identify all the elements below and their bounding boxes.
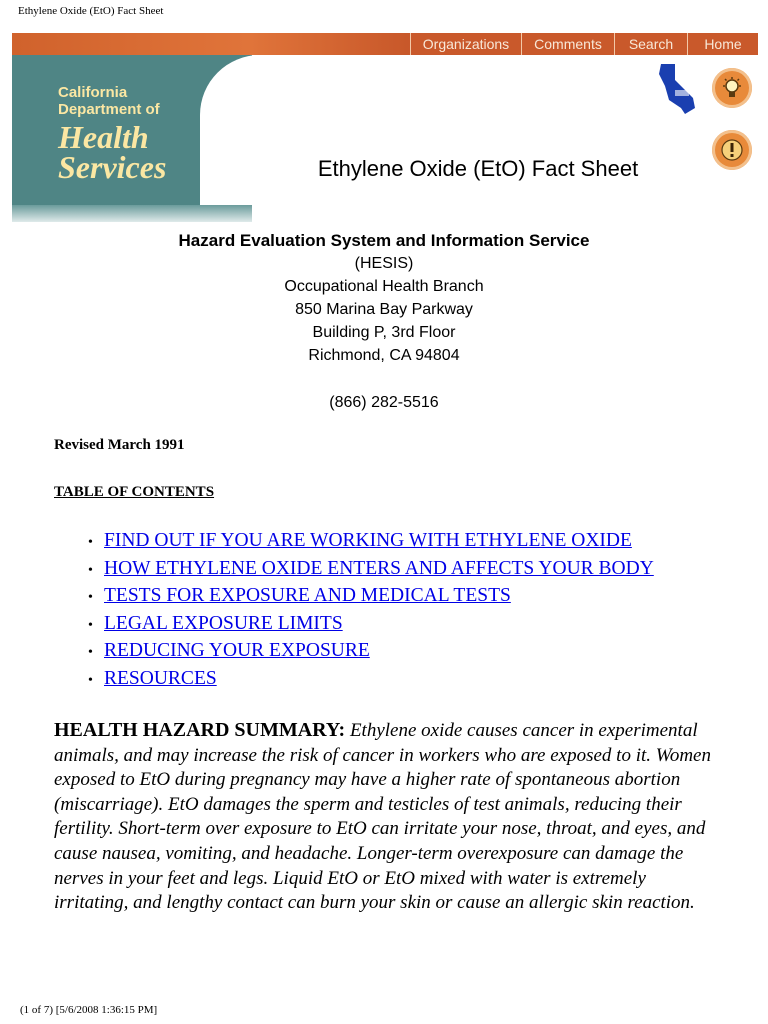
org-abbreviation: (HESIS) [354,255,414,272]
org-phone: (866) 282-5516 [329,394,439,411]
lightbulb-icon[interactable] [712,68,752,108]
list-item: • LEGAL EXPOSURE LIMITS [88,612,343,634]
org-name: Hazard Evaluation System and Information Service [178,231,590,250]
logo-fade-decoration [12,205,252,222]
toc-link-reducing[interactable]: REDUCING YOUR EXPOSURE [104,640,370,662]
table-of-contents [88,529,654,695]
page-title: Ethylene Oxide (EtO) Fact Sheet [317,156,639,181]
logo-line-health: Health [58,119,149,155]
list-item: • TESTS FOR EXPOSURE AND MEDICAL TESTS [88,585,511,607]
logo-text-top [58,84,160,118]
logo-curve-decoration [200,55,272,222]
list-item: • HOW ETHYLENE OXIDE ENTERS AND AFFECTS YOUR BODY [88,557,654,579]
organization-address [0,229,768,414]
toc-link-find-out[interactable]: FIND OUT IF YOU ARE WORKING WITH ETHYLENE OXIDE [104,530,632,551]
list-item: • REDUCING YOUR EXPOSURE [88,640,370,662]
summary-text: Ethylene oxide causes cancer in experimental animals, and may increase the risk of cancer in workers who are exposed to it. Women exposed to EtO during pregnancy may have a higher rate of spontaneous abortion (miscarriage). EtO damages the sperm and testicles of test animals, reducing their fertility. Short-term over exposure to EtO can irritate your nose, throat, and eyes, and cause nausea, vomiting, and headache. Longer-term overexposure can damage the nerves in your feet and legs. Liquid EtO or EtO mixed with water is extremely irritating, and lengthy contact can burn your skin or cause an allergic skin reaction. [54,720,711,914]
toc-link-how-enters[interactable]: HOW ETHYLENE OXIDE ENTERS AND AFFECTS YOUR BODY [104,557,654,579]
org-branch: Occupational Health Branch [284,278,484,295]
logo-line-services: Services [58,149,167,185]
org-street: 850 Marina Bay Parkway [295,301,473,318]
org-building: Building P, 3rd Floor [312,324,456,341]
list-item: • FIND OUT IF YOU ARE WORKING WITH ETHYLENE OXIDE [88,530,632,551]
health-hazard-summary [54,718,714,916]
nav-comments-button[interactable]: Comments [521,33,614,55]
logo-line-california: California [58,84,128,101]
logo-line-department: Department of [58,101,160,118]
toc-heading: TABLE OF CONTENTS [54,484,215,500]
nav-organizations-button[interactable]: Organizations [410,33,521,55]
list-item: • RESOURCES [88,667,217,689]
document-header-title: Ethylene Oxide (EtO) Fact Sheet [18,5,164,17]
page-footer: (1 of 7) [5/6/2008 1:36:15 PM] [20,1004,158,1016]
summary-label: HEALTH HAZARD SUMMARY: [54,719,346,741]
org-city: Richmond, CA 94804 [308,347,460,364]
toc-link-legal-limits[interactable]: LEGAL EXPOSURE LIMITS [104,612,343,634]
nav-home-button[interactable]: Home [687,33,758,55]
alert-exclamation-icon[interactable] [712,130,752,170]
toc-link-tests[interactable]: TESTS FOR EXPOSURE AND MEDICAL TESTS [104,585,511,607]
california-map-icon[interactable] [655,62,701,116]
toc-link-resources[interactable]: RESOURCES [104,667,217,689]
revised-date: Revised March 1991 [54,437,185,453]
nav-search-button[interactable]: Search [614,33,687,55]
nav-buttons [410,33,758,55]
logo-text-bottom [58,119,167,185]
